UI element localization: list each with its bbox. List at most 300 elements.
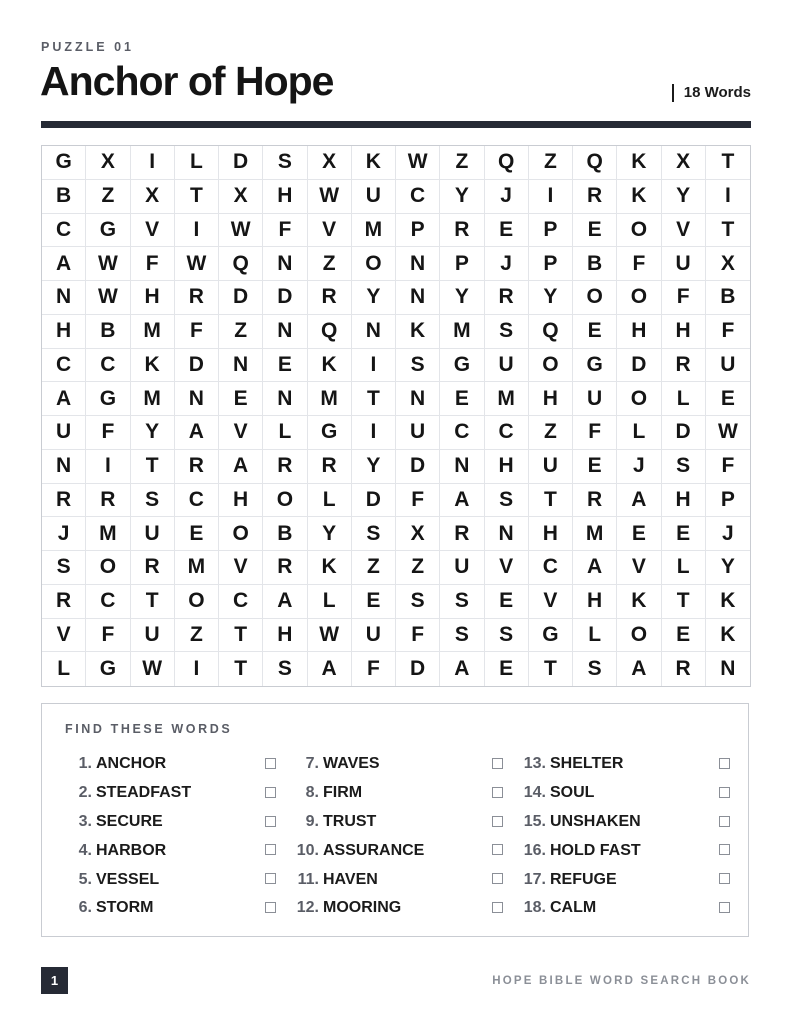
grid-cell[interactable]: M <box>131 315 175 349</box>
grid-cell[interactable]: O <box>219 517 263 551</box>
word-label: HARBOR <box>96 841 167 859</box>
word-checkbox[interactable] <box>492 902 503 913</box>
grid-cell[interactable]: X <box>396 517 440 551</box>
grid-cell[interactable]: W <box>131 652 175 686</box>
word-list-heading: FIND THESE WORDS <box>65 722 233 736</box>
grid-cell[interactable]: V <box>42 619 86 653</box>
grid-cell[interactable]: P <box>440 247 484 281</box>
grid-cell[interactable]: Y <box>440 180 484 214</box>
grid-cell[interactable]: S <box>662 450 706 484</box>
word-list-item <box>520 750 730 779</box>
grid-cell[interactable]: S <box>352 517 396 551</box>
grid-cell[interactable]: R <box>131 551 175 585</box>
grid-cell[interactable]: N <box>263 247 307 281</box>
grid-cell[interactable]: X <box>86 146 130 180</box>
grid-cell[interactable]: J <box>706 517 750 551</box>
grid-cell[interactable]: L <box>263 416 307 450</box>
grid-cell[interactable]: D <box>617 349 661 383</box>
grid-cell[interactable]: P <box>706 484 750 518</box>
grid-cell[interactable]: W <box>86 281 130 315</box>
grid-cell[interactable]: O <box>573 281 617 315</box>
grid-cell[interactable]: H <box>529 517 573 551</box>
grid-cell[interactable]: D <box>219 281 263 315</box>
grid-cell[interactable]: F <box>352 652 396 686</box>
word-list-item <box>293 894 503 923</box>
grid-cell[interactable]: X <box>706 247 750 281</box>
word-checkbox[interactable] <box>265 816 276 827</box>
grid-cell[interactable]: O <box>617 619 661 653</box>
grid-cell[interactable]: Y <box>131 416 175 450</box>
grid-cell[interactable]: N <box>42 281 86 315</box>
grid-cell[interactable]: U <box>485 349 529 383</box>
grid-cell[interactable]: R <box>440 517 484 551</box>
grid-cell[interactable]: T <box>706 146 750 180</box>
grid-cell[interactable]: F <box>573 416 617 450</box>
grid-cell[interactable]: M <box>352 214 396 248</box>
letter-grid <box>41 145 751 687</box>
grid-cell[interactable]: J <box>485 247 529 281</box>
word-count-badge: 18 Words <box>672 84 751 102</box>
grid-cell[interactable]: H <box>529 382 573 416</box>
grid-cell[interactable]: H <box>263 180 307 214</box>
word-checkbox[interactable] <box>719 787 730 798</box>
grid-cell[interactable]: M <box>86 517 130 551</box>
grid-cell[interactable]: C <box>529 551 573 585</box>
grid-cell[interactable]: I <box>352 349 396 383</box>
word-checkbox[interactable] <box>719 902 730 913</box>
grid-cell[interactable]: H <box>263 619 307 653</box>
grid-cell[interactable]: P <box>529 247 573 281</box>
grid-cell[interactable]: S <box>440 619 484 653</box>
grid-cell[interactable]: S <box>396 585 440 619</box>
grid-cell[interactable]: Z <box>175 619 219 653</box>
grid-cell[interactable]: N <box>352 315 396 349</box>
grid-cell[interactable]: E <box>219 382 263 416</box>
grid-cell[interactable]: W <box>308 619 352 653</box>
grid-cell[interactable]: I <box>175 214 219 248</box>
grid-cell[interactable]: V <box>617 551 661 585</box>
grid-cell[interactable]: S <box>42 551 86 585</box>
word-list-item <box>520 808 730 837</box>
grid-cell[interactable]: E <box>175 517 219 551</box>
grid-cell[interactable]: T <box>219 652 263 686</box>
word-number: 5. <box>78 870 92 888</box>
grid-cell[interactable]: R <box>175 450 219 484</box>
grid-cell[interactable]: M <box>485 382 529 416</box>
grid-cell[interactable]: C <box>396 180 440 214</box>
grid-cell[interactable]: Z <box>219 315 263 349</box>
grid-cell[interactable]: I <box>175 652 219 686</box>
grid-cell[interactable]: L <box>308 585 352 619</box>
grid-cell[interactable]: D <box>219 146 263 180</box>
grid-cell[interactable]: R <box>573 484 617 518</box>
grid-cell[interactable]: T <box>662 585 706 619</box>
grid-cell[interactable]: Q <box>573 146 617 180</box>
word-checkbox[interactable] <box>265 873 276 884</box>
grid-cell[interactable]: V <box>308 214 352 248</box>
grid-cell[interactable]: D <box>175 349 219 383</box>
grid-cell[interactable]: C <box>175 484 219 518</box>
grid-cell[interactable]: G <box>86 214 130 248</box>
grid-cell[interactable]: J <box>617 450 661 484</box>
grid-cell[interactable]: S <box>131 484 175 518</box>
grid-cell[interactable]: H <box>42 315 86 349</box>
grid-cell[interactable]: W <box>175 247 219 281</box>
grid-cell[interactable]: A <box>617 652 661 686</box>
grid-cell[interactable]: N <box>263 382 307 416</box>
grid-cell[interactable]: G <box>440 349 484 383</box>
grid-cell[interactable]: E <box>440 382 484 416</box>
grid-cell[interactable]: S <box>485 484 529 518</box>
grid-cell[interactable]: M <box>440 315 484 349</box>
grid-cell[interactable]: C <box>86 585 130 619</box>
grid-cell[interactable]: J <box>42 517 86 551</box>
grid-cell[interactable]: R <box>86 484 130 518</box>
grid-cell[interactable]: H <box>485 450 529 484</box>
grid-cell[interactable]: E <box>352 585 396 619</box>
grid-cell[interactable]: U <box>662 247 706 281</box>
grid-cell[interactable]: C <box>219 585 263 619</box>
word-checkbox[interactable] <box>265 758 276 769</box>
word-label: UNSHAKEN <box>550 812 641 830</box>
word-list-item <box>520 779 730 808</box>
grid-cell[interactable]: V <box>219 551 263 585</box>
grid-cell[interactable]: E <box>573 450 617 484</box>
word-list-panel <box>41 703 749 937</box>
grid-cell[interactable]: A <box>42 247 86 281</box>
grid-cell[interactable]: L <box>42 652 86 686</box>
grid-cell[interactable]: A <box>308 652 352 686</box>
grid-cell[interactable]: F <box>175 315 219 349</box>
grid-cell[interactable]: H <box>219 484 263 518</box>
grid-cell[interactable]: L <box>308 484 352 518</box>
grid-cell[interactable]: V <box>529 585 573 619</box>
grid-cell[interactable]: U <box>440 551 484 585</box>
grid-cell[interactable]: J <box>485 180 529 214</box>
grid-cell[interactable]: K <box>706 619 750 653</box>
grid-cell[interactable]: Y <box>440 281 484 315</box>
grid-cell[interactable]: E <box>662 517 706 551</box>
grid-cell[interactable]: P <box>529 214 573 248</box>
grid-cell[interactable]: G <box>308 416 352 450</box>
grid-cell[interactable]: O <box>263 484 307 518</box>
grid-cell[interactable]: A <box>617 484 661 518</box>
word-label: HOLD FAST <box>550 841 641 859</box>
grid-cell[interactable]: O <box>86 551 130 585</box>
grid-cell[interactable]: X <box>662 146 706 180</box>
word-list-item <box>66 865 276 894</box>
grid-cell[interactable]: Y <box>352 450 396 484</box>
grid-cell[interactable]: U <box>131 517 175 551</box>
word-checkbox[interactable] <box>719 816 730 827</box>
grid-cell[interactable]: I <box>706 180 750 214</box>
word-checkbox[interactable] <box>492 844 503 855</box>
grid-cell[interactable]: T <box>131 450 175 484</box>
grid-cell[interactable]: C <box>485 416 529 450</box>
grid-cell[interactable]: G <box>86 652 130 686</box>
grid-cell[interactable]: D <box>352 484 396 518</box>
word-number: 6. <box>78 899 92 917</box>
grid-cell[interactable]: E <box>573 214 617 248</box>
grid-cell[interactable]: S <box>396 349 440 383</box>
grid-cell[interactable]: L <box>573 619 617 653</box>
grid-cell[interactable]: Z <box>529 146 573 180</box>
grid-cell[interactable]: S <box>485 315 529 349</box>
grid-cell[interactable]: K <box>396 315 440 349</box>
word-label: CALM <box>550 899 597 917</box>
grid-cell[interactable]: L <box>175 146 219 180</box>
grid-cell[interactable]: R <box>308 450 352 484</box>
word-label: REFUGE <box>550 870 617 888</box>
word-label: SHELTER <box>550 755 624 773</box>
grid-cell[interactable]: K <box>308 349 352 383</box>
word-checkbox[interactable] <box>719 758 730 769</box>
grid-cell[interactable]: V <box>131 214 175 248</box>
grid-cell[interactable]: N <box>219 349 263 383</box>
grid-cell[interactable]: Z <box>86 180 130 214</box>
grid-cell[interactable]: F <box>396 484 440 518</box>
grid-cell[interactable]: F <box>662 281 706 315</box>
grid-cell[interactable]: W <box>308 180 352 214</box>
grid-cell[interactable]: R <box>662 652 706 686</box>
grid-cell[interactable]: T <box>529 484 573 518</box>
grid-cell[interactable]: T <box>706 214 750 248</box>
grid-cell[interactable]: U <box>529 450 573 484</box>
grid-cell[interactable]: C <box>42 349 86 383</box>
grid-cell[interactable]: W <box>219 214 263 248</box>
grid-cell[interactable]: N <box>485 517 529 551</box>
word-checkbox[interactable] <box>265 787 276 798</box>
grid-cell[interactable]: B <box>706 281 750 315</box>
grid-cell[interactable]: L <box>662 551 706 585</box>
grid-cell[interactable]: W <box>706 416 750 450</box>
grid-cell[interactable]: H <box>662 315 706 349</box>
grid-cell[interactable]: N <box>42 450 86 484</box>
grid-cell[interactable]: Y <box>662 180 706 214</box>
grid-cell[interactable]: Z <box>396 551 440 585</box>
grid-cell[interactable]: R <box>263 450 307 484</box>
word-list-item <box>66 808 276 837</box>
grid-cell[interactable]: U <box>352 180 396 214</box>
grid-cell[interactable]: O <box>617 382 661 416</box>
grid-cell[interactable]: N <box>175 382 219 416</box>
grid-cell[interactable]: H <box>131 281 175 315</box>
grid-cell[interactable]: R <box>263 551 307 585</box>
grid-cell[interactable]: R <box>662 349 706 383</box>
grid-cell[interactable]: U <box>131 619 175 653</box>
grid-cell[interactable]: G <box>42 146 86 180</box>
grid-cell[interactable]: C <box>42 214 86 248</box>
grid-cell[interactable]: Z <box>308 247 352 281</box>
grid-cell[interactable]: F <box>86 416 130 450</box>
word-number: 8. <box>305 784 319 802</box>
grid-cell[interactable]: E <box>706 382 750 416</box>
grid-cell[interactable]: A <box>175 416 219 450</box>
word-checkbox[interactable] <box>719 873 730 884</box>
grid-cell[interactable]: E <box>263 349 307 383</box>
grid-cell[interactable]: Y <box>308 517 352 551</box>
grid-cell[interactable]: K <box>308 551 352 585</box>
grid-cell[interactable]: A <box>440 484 484 518</box>
word-number: 2. <box>78 784 92 802</box>
grid-cell[interactable]: D <box>263 281 307 315</box>
grid-cell[interactable]: G <box>573 349 617 383</box>
grid-cell[interactable]: M <box>175 551 219 585</box>
word-checkbox[interactable] <box>492 787 503 798</box>
grid-cell[interactable]: E <box>485 214 529 248</box>
grid-cell[interactable]: Z <box>529 416 573 450</box>
grid-cell[interactable]: N <box>396 382 440 416</box>
grid-cell[interactable]: T <box>352 382 396 416</box>
grid-cell[interactable]: I <box>131 146 175 180</box>
grid-cell[interactable]: E <box>573 315 617 349</box>
grid-cell[interactable]: B <box>86 315 130 349</box>
grid-cell[interactable]: F <box>263 214 307 248</box>
grid-cell[interactable]: T <box>219 619 263 653</box>
grid-cell[interactable]: O <box>352 247 396 281</box>
grid-cell[interactable]: N <box>720 657 736 681</box>
grid-cell[interactable]: R <box>175 281 219 315</box>
grid-cell[interactable]: I <box>352 416 396 450</box>
grid-cell[interactable]: F <box>706 315 750 349</box>
word-checkbox[interactable] <box>492 873 503 884</box>
grid-cell[interactable]: K <box>617 146 661 180</box>
grid-cell[interactable]: B <box>263 517 307 551</box>
grid-cell[interactable]: W <box>396 146 440 180</box>
grid-cell[interactable]: K <box>617 585 661 619</box>
grid-cell[interactable]: U <box>706 349 750 383</box>
grid-cell[interactable]: L <box>662 382 706 416</box>
grid-cell[interactable]: O <box>617 214 661 248</box>
grid-cell[interactable]: Z <box>352 551 396 585</box>
grid-cell[interactable]: F <box>617 247 661 281</box>
word-number: 1. <box>78 755 92 773</box>
grid-cell[interactable]: Q <box>219 247 263 281</box>
grid-cell[interactable]: D <box>396 652 440 686</box>
grid-cell[interactable]: K <box>617 180 661 214</box>
grid-cell[interactable]: Q <box>485 146 529 180</box>
grid-cell[interactable]: U <box>42 416 86 450</box>
grid-cell[interactable]: E <box>485 652 529 686</box>
word-checkbox[interactable] <box>719 844 730 855</box>
grid-cell[interactable]: H <box>573 585 617 619</box>
grid-cell[interactable]: U <box>352 619 396 653</box>
grid-cell[interactable]: M <box>308 382 352 416</box>
grid-cell[interactable]: V <box>662 214 706 248</box>
grid-cell[interactable]: N <box>396 247 440 281</box>
grid-cell[interactable]: O <box>175 585 219 619</box>
grid-cell[interactable]: S <box>485 619 529 653</box>
grid-cell[interactable]: T <box>529 652 573 686</box>
grid-cell[interactable]: H <box>617 315 661 349</box>
grid-cell[interactable]: Y <box>352 281 396 315</box>
grid-cell[interactable]: I <box>529 180 573 214</box>
grid-cell[interactable]: H <box>662 484 706 518</box>
grid-cell[interactable]: D <box>396 450 440 484</box>
grid-cell[interactable]: R <box>42 585 86 619</box>
grid-cell[interactable]: X <box>308 146 352 180</box>
grid-cell[interactable]: L <box>617 416 661 450</box>
grid-cell[interactable]: R <box>308 281 352 315</box>
word-list-item <box>293 779 503 808</box>
grid-cell[interactable]: V <box>485 551 529 585</box>
grid-cell[interactable]: Q <box>308 315 352 349</box>
grid-cell[interactable]: Z <box>440 146 484 180</box>
grid-cell[interactable]: K <box>352 146 396 180</box>
grid-cell[interactable]: K <box>706 585 750 619</box>
grid-cell[interactable]: A <box>573 551 617 585</box>
word-checkbox[interactable] <box>492 758 503 769</box>
grid-cell[interactable]: N <box>440 450 484 484</box>
grid-cell[interactable]: S <box>263 146 307 180</box>
grid-cell[interactable]: O <box>529 349 573 383</box>
grid-cell[interactable]: P <box>396 214 440 248</box>
word-number: 14. <box>523 784 546 802</box>
grid-cell[interactable]: R <box>485 281 529 315</box>
grid-cell[interactable]: A <box>219 450 263 484</box>
grid-cell[interactable]: M <box>573 517 617 551</box>
grid-cell[interactable]: X <box>131 180 175 214</box>
word-checkbox[interactable] <box>265 902 276 913</box>
grid-cell[interactable]: F <box>86 619 130 653</box>
grid-cell[interactable]: Q <box>529 315 573 349</box>
grid-cell[interactable]: N <box>396 281 440 315</box>
grid-cell[interactable]: W <box>86 247 130 281</box>
grid-cell[interactable]: A <box>440 652 484 686</box>
grid-cell[interactable]: U <box>396 416 440 450</box>
grid-cell[interactable]: N <box>263 315 307 349</box>
grid-cell[interactable]: G <box>529 619 573 653</box>
grid-cell[interactable]: D <box>662 416 706 450</box>
grid-cell[interactable]: F <box>131 247 175 281</box>
grid-cell[interactable]: Y <box>706 551 750 585</box>
grid-cell[interactable]: A <box>263 585 307 619</box>
word-checkbox[interactable] <box>265 844 276 855</box>
grid-cell[interactable]: A <box>42 382 86 416</box>
word-label: MOORING <box>323 899 402 917</box>
grid-cell[interactable]: R <box>42 484 86 518</box>
grid-cell[interactable]: R <box>440 214 484 248</box>
grid-cell[interactable]: O <box>617 281 661 315</box>
grid-cell[interactable]: B <box>573 247 617 281</box>
word-list-item <box>293 836 503 865</box>
grid-cell[interactable]: Y <box>529 281 573 315</box>
grid-cell[interactable]: G <box>86 382 130 416</box>
word-checkbox[interactable] <box>492 816 503 827</box>
grid-cell[interactable]: M <box>131 382 175 416</box>
grid-cell[interactable]: S <box>263 652 307 686</box>
grid-cell[interactable]: I <box>86 450 130 484</box>
word-list-item <box>293 750 503 779</box>
grid-cell[interactable]: F <box>706 450 750 484</box>
grid-cell[interactable]: R <box>573 180 617 214</box>
grid-cell[interactable]: V <box>219 416 263 450</box>
grid-cell[interactable]: U <box>573 382 617 416</box>
grid-cell[interactable]: E <box>662 619 706 653</box>
grid-cell[interactable]: X <box>219 180 263 214</box>
grid-cell[interactable]: E <box>485 585 529 619</box>
grid-cell[interactable]: B <box>42 180 86 214</box>
grid-cell[interactable]: C <box>440 416 484 450</box>
grid-cell[interactable]: T <box>131 585 175 619</box>
grid-cell[interactable]: S <box>440 585 484 619</box>
grid-cell[interactable]: K <box>131 349 175 383</box>
grid-cell[interactable]: T <box>175 180 219 214</box>
grid-cell[interactable]: E <box>617 517 661 551</box>
grid-cell[interactable]: S <box>573 652 617 686</box>
grid-cell[interactable]: C <box>86 349 130 383</box>
grid-cell[interactable]: F <box>396 619 440 653</box>
